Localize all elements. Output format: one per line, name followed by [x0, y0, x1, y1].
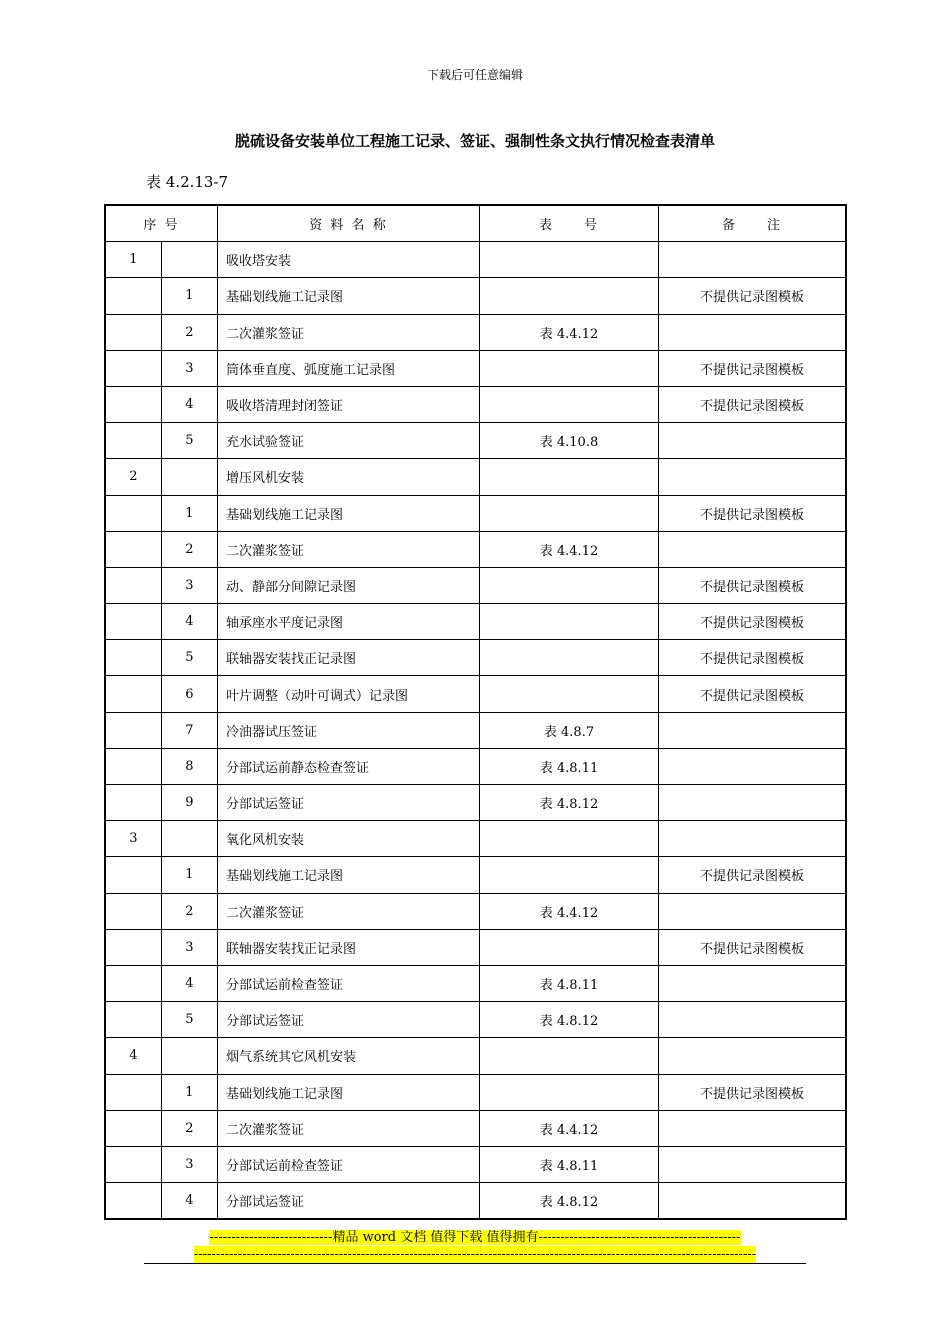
cell-note: 不提供记录图模板 [659, 857, 847, 893]
cell-seq [105, 785, 161, 821]
cell-form-number: 表 4.8.11 [480, 1146, 659, 1182]
cell-seq [105, 929, 161, 965]
cell-form-number [480, 857, 659, 893]
cell-note [659, 712, 847, 748]
cell-seq [105, 893, 161, 929]
cell-seq: 2 [105, 459, 161, 495]
cell-sub-seq: 2 [161, 893, 217, 929]
cell-form-number [480, 821, 659, 857]
cell-sub-seq: 1 [161, 278, 217, 314]
table-row [105, 1183, 846, 1220]
cell-form-number: 表 4.4.12 [480, 1110, 659, 1146]
cell-name: 基础划线施工记录图 [218, 278, 480, 314]
cell-name: 叶片调整（动叶可调式）记录图 [218, 676, 480, 712]
table-row [105, 929, 846, 965]
cell-seq [105, 1183, 161, 1220]
cell-seq [105, 350, 161, 386]
table-row [105, 857, 846, 893]
cell-name: 二次灌浆签证 [218, 531, 480, 567]
table-row [105, 1038, 846, 1074]
cell-sub-seq: 1 [161, 857, 217, 893]
cell-sub-seq: 4 [161, 965, 217, 1001]
cell-name: 冷油器试压签证 [218, 712, 480, 748]
cell-name: 基础划线施工记录图 [218, 495, 480, 531]
cell-seq [105, 386, 161, 422]
cell-form-number [480, 242, 659, 278]
cell-name: 动、静部分间隙记录图 [218, 567, 480, 603]
cell-name: 联轴器安装找正记录图 [218, 640, 480, 676]
cell-seq [105, 1146, 161, 1182]
cell-form-number [480, 495, 659, 531]
cell-sub-seq [161, 459, 217, 495]
table-row [105, 712, 846, 748]
cell-note [659, 893, 847, 929]
cell-form-number: 表 4.8.12 [480, 785, 659, 821]
cell-form-number: 表 4.8.11 [480, 965, 659, 1001]
cell-note: 不提供记录图模板 [659, 1074, 847, 1110]
cell-note [659, 1110, 847, 1146]
cell-form-number: 表 4.10.8 [480, 423, 659, 459]
cell-seq [105, 495, 161, 531]
cell-name: 联轴器安装找正记录图 [218, 929, 480, 965]
cell-sub-seq: 5 [161, 640, 217, 676]
header-note: 下载后可任意编辑 [426, 68, 523, 82]
cell-note [659, 531, 847, 567]
table-row [105, 567, 846, 603]
cell-note [659, 1146, 847, 1182]
cell-sub-seq: 7 [161, 712, 217, 748]
cell-sub-seq: 5 [161, 1002, 217, 1038]
cell-note [659, 965, 847, 1001]
cell-name: 筒体垂直度、弧度施工记录图 [218, 350, 480, 386]
footer-banner [0, 1229, 950, 1263]
cell-note [659, 748, 847, 784]
records-table [104, 204, 847, 1220]
cell-name: 分部试运签证 [218, 785, 480, 821]
cell-seq [105, 676, 161, 712]
cell-seq [105, 1110, 161, 1146]
cell-seq [105, 857, 161, 893]
cell-name: 分部试运前检查签证 [218, 1146, 480, 1182]
table-row [105, 1074, 846, 1110]
footer-rule [144, 1263, 806, 1264]
cell-name: 基础划线施工记录图 [218, 1074, 480, 1110]
cell-name: 轴承座水平度记录图 [218, 604, 480, 640]
table-header-row [105, 205, 846, 242]
cell-seq [105, 640, 161, 676]
cell-seq [105, 712, 161, 748]
table-row [105, 640, 846, 676]
cell-note [659, 459, 847, 495]
cell-sub-seq [161, 1038, 217, 1074]
column-header-name: 资 料 名 称 [218, 205, 480, 242]
table-row [105, 1110, 846, 1146]
cell-sub-seq [161, 242, 217, 278]
cell-note: 不提供记录图模板 [659, 676, 847, 712]
cell-name: 基础划线施工记录图 [218, 857, 480, 893]
cell-name: 氧化风机安装 [218, 821, 480, 857]
cell-seq [105, 1074, 161, 1110]
cell-seq: 4 [105, 1038, 161, 1074]
cell-seq [105, 965, 161, 1001]
cell-form-number: 表 4.4.12 [480, 893, 659, 929]
cell-note [659, 423, 847, 459]
footer-line-2: -------------------------------------------------------------------------------------------------------------------------------- [193, 1247, 757, 1262]
cell-form-number [480, 278, 659, 314]
cell-sub-seq: 5 [161, 423, 217, 459]
cell-name: 分部试运签证 [218, 1183, 480, 1220]
cell-form-number: 表 4.8.12 [480, 1002, 659, 1038]
cell-sub-seq: 2 [161, 1110, 217, 1146]
table-body [105, 242, 846, 1220]
table-row [105, 314, 846, 350]
cell-form-number: 表 4.4.12 [480, 531, 659, 567]
footer-line-1: ----------------------------精品 word 文档 值得下载 值得拥有---------------------------------------------- [209, 1230, 741, 1245]
cell-form-number [480, 386, 659, 422]
cell-note: 不提供记录图模板 [659, 495, 847, 531]
cell-note: 不提供记录图模板 [659, 350, 847, 386]
cell-form-number [480, 676, 659, 712]
cell-name: 吸收塔清理封闭签证 [218, 386, 480, 422]
cell-note: 不提供记录图模板 [659, 929, 847, 965]
cell-sub-seq: 3 [161, 929, 217, 965]
cell-sub-seq: 8 [161, 748, 217, 784]
cell-name: 二次灌浆签证 [218, 1110, 480, 1146]
cell-form-number [480, 567, 659, 603]
cell-sub-seq: 1 [161, 495, 217, 531]
cell-sub-seq: 1 [161, 1074, 217, 1110]
cell-sub-seq: 2 [161, 531, 217, 567]
table-row [105, 1146, 846, 1182]
cell-seq [105, 423, 161, 459]
cell-sub-seq: 4 [161, 604, 217, 640]
cell-name: 分部试运签证 [218, 1002, 480, 1038]
cell-seq [105, 1002, 161, 1038]
cell-sub-seq: 3 [161, 1146, 217, 1182]
cell-form-number [480, 604, 659, 640]
cell-name: 二次灌浆签证 [218, 893, 480, 929]
table-row [105, 1002, 846, 1038]
cell-name: 烟气系统其它风机安装 [218, 1038, 480, 1074]
table-row [105, 748, 846, 784]
cell-note [659, 1038, 847, 1074]
cell-seq [105, 604, 161, 640]
table-row [105, 386, 846, 422]
cell-form-number [480, 929, 659, 965]
cell-sub-seq [161, 821, 217, 857]
cell-seq [105, 567, 161, 603]
cell-note: 不提供记录图模板 [659, 386, 847, 422]
cell-name: 吸收塔安装 [218, 242, 480, 278]
cell-seq [105, 314, 161, 350]
table-row [105, 676, 846, 712]
cell-form-number: 表 4.8.7 [480, 712, 659, 748]
cell-note: 不提供记录图模板 [659, 278, 847, 314]
cell-sub-seq: 6 [161, 676, 217, 712]
cell-sub-seq: 4 [161, 1183, 217, 1220]
table-row [105, 350, 846, 386]
cell-seq [105, 531, 161, 567]
table-row [105, 495, 846, 531]
cell-form-number: 表 4.4.12 [480, 314, 659, 350]
table-row [105, 965, 846, 1001]
cell-form-number: 表 4.8.11 [480, 748, 659, 784]
cell-note [659, 1002, 847, 1038]
cell-seq: 3 [105, 821, 161, 857]
column-header-note: 备 注 [659, 205, 847, 242]
table-row [105, 893, 846, 929]
cell-name: 分部试运前检查签证 [218, 965, 480, 1001]
cell-name: 分部试运前静态检查签证 [218, 748, 480, 784]
cell-seq [105, 748, 161, 784]
cell-seq: 1 [105, 242, 161, 278]
table-row [105, 821, 846, 857]
cell-name: 二次灌浆签证 [218, 314, 480, 350]
table-id: 表 4.2.13-7 [146, 173, 229, 191]
cell-form-number [480, 1074, 659, 1110]
cell-sub-seq: 9 [161, 785, 217, 821]
table-row [105, 459, 846, 495]
cell-sub-seq: 4 [161, 386, 217, 422]
table-row [105, 242, 846, 278]
cell-note: 不提供记录图模板 [659, 567, 847, 603]
cell-form-number [480, 350, 659, 386]
table-row [105, 423, 846, 459]
cell-form-number [480, 640, 659, 676]
column-header-seq: 序 号 [105, 205, 218, 242]
cell-sub-seq: 2 [161, 314, 217, 350]
table-row [105, 604, 846, 640]
cell-sub-seq: 3 [161, 567, 217, 603]
cell-note [659, 314, 847, 350]
cell-note: 不提供记录图模板 [659, 604, 847, 640]
cell-note [659, 1183, 847, 1220]
table-row [105, 531, 846, 567]
cell-note [659, 785, 847, 821]
cell-note [659, 821, 847, 857]
column-header-form: 表 号 [480, 205, 659, 242]
cell-form-number: 表 4.8.12 [480, 1183, 659, 1220]
cell-form-number [480, 1038, 659, 1074]
cell-name: 充水试验签证 [218, 423, 480, 459]
cell-name: 增压风机安装 [218, 459, 480, 495]
cell-sub-seq: 3 [161, 350, 217, 386]
cell-form-number [480, 459, 659, 495]
table-row [105, 785, 846, 821]
cell-note: 不提供记录图模板 [659, 640, 847, 676]
cell-seq [105, 278, 161, 314]
cell-note [659, 242, 847, 278]
table-row [105, 278, 846, 314]
document-title: 脱硫设备安装单位工程施工记录、签证、强制性条文执行情况检查表清单 [234, 132, 715, 150]
